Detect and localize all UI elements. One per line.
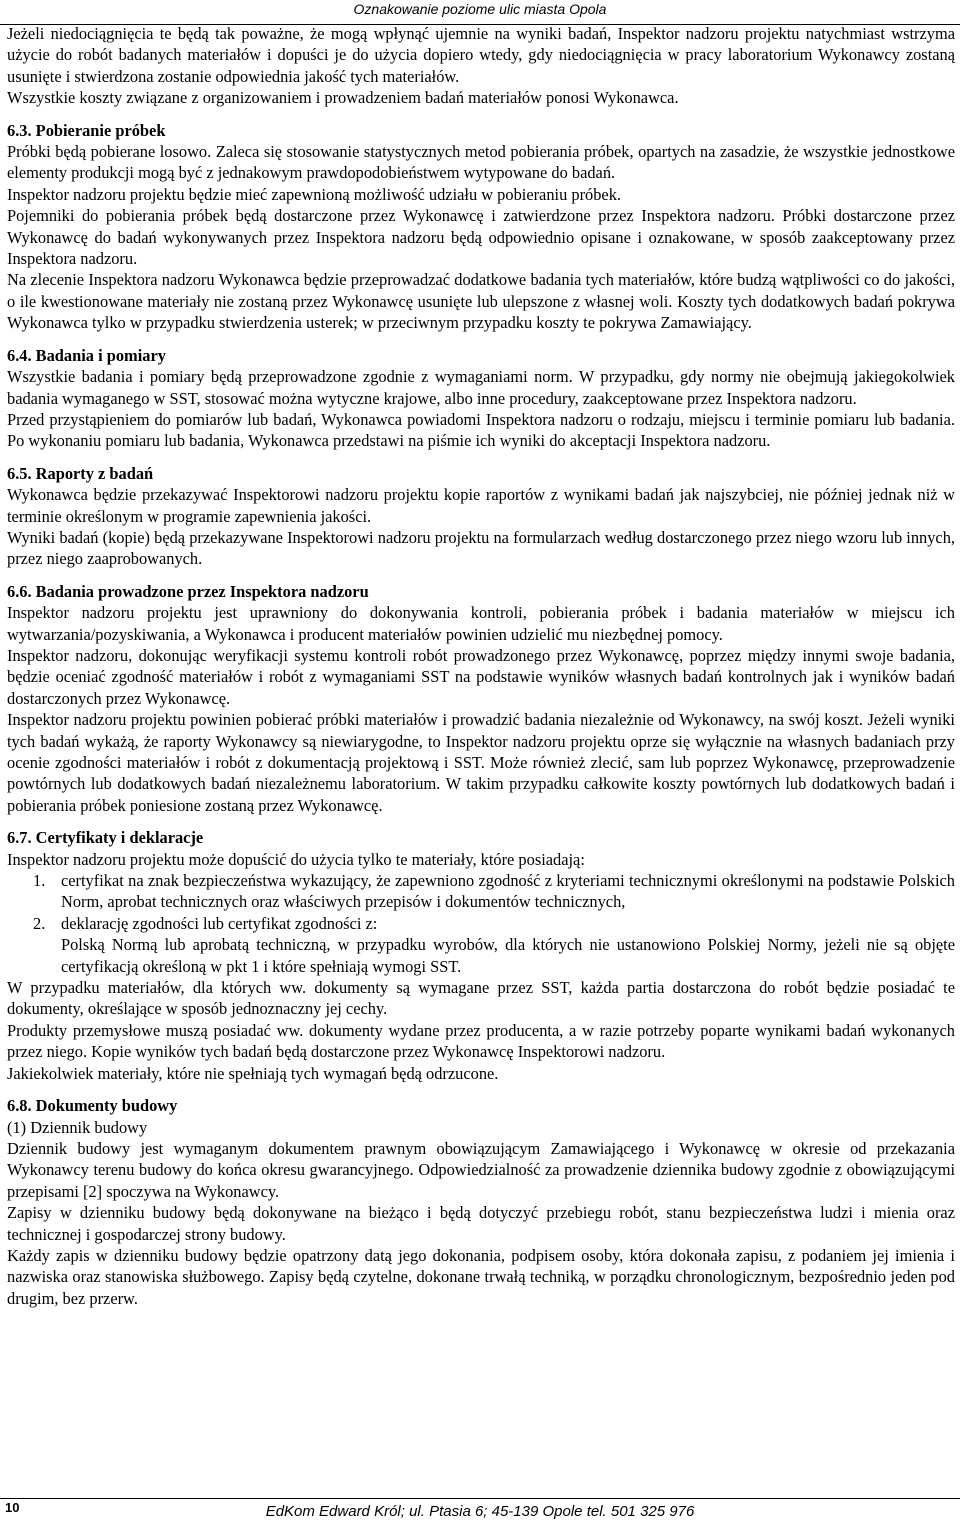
- paragraph: Inspektor nadzoru projektu jest uprawniony do dokonywania kontroli, pobierania próbek i badania materiałów w miejscu ich wytwarzania/pozyskiwania, a Wykonawca i producent materiałów powinien udzielić mu niezbędnej pomocy.: [7, 603, 955, 644]
- list-item-number: 2.: [33, 913, 46, 933]
- list-item-number: 1.: [33, 871, 46, 891]
- paragraph: (1) Dziennik budowy: [7, 1117, 148, 1137]
- footer-text: EdKom Edward Król; ul. Ptasia 6; 45-139 Opole tel. 501 325 976: [265, 1503, 695, 1520]
- paragraph: Inspektor nadzoru projektu powinien pobierać próbki materiałów i prowadzić badania niezależnie od Wykonawcy, na swój koszt. Jeżeli wyniki tych badań wykażą, że raporty Wykonawcy są niewiarygodne, to Inspektor nadzoru projektu oprze się wyłącznie na własnych badaniach przy ocenie zgodności materiałów i robót z dokumentacją projektową i SST. Może również zlecić, sam lub poprzez Wykonawcę, przeprowadzenie powtórnych lub dodatkowych badań niezależnemu laboratorium. W takim przypadku całkowite koszty powtórnych lub dodatkowych badań i pobierania próbek poniesione zostaną przez Wykonawcę.: [7, 710, 955, 815]
- paragraph: W przypadku materiałów, dla których ww. dokumenty są wymagane przez SST, każda partia dostarczona do robót będzie posiadać te dokumenty, określające w sposób jednoznaczny jej cechy.: [7, 978, 955, 1019]
- list-item: [33, 913, 955, 977]
- paragraph: Na zlecenie Inspektora nadzoru Wykonawca będzie przeprowadzać dodatkowe badania tych materiałów, które budzą wątpliwości co do jakości, o ile kwestionowane materiały nie zostaną przez Wykonawcę usunięte lub ulepszone z własnej woli. Koszty tych dodatkowych badań pokrywa Wykonawca tylko w przypadku stwierdzenia usterek; w przeciwnym przypadku koszty te pokrywa Zamawiający.: [7, 270, 955, 333]
- paragraph: Produkty przemysłowe muszą posiadać ww. dokumenty wydane przez producenta, a w razie potrzeby poparte wynikami badań wykonanych przez niego. Kopie wyników tych badań będą dostarczone przez Wykonawcę Inspektorowi nadzoru.: [7, 1020, 955, 1062]
- paragraph: Jeżeli niedociągnięcia te będą tak poważne, że mogą wpłynąć ujemnie na wyniki badań, Inspektor nadzoru projektu natychmiast wstrzyma użycie do robót badanych materiałów i dopuści je do użycia dopiero wtedy, gdy niedociągnięcia w pracy laboratorium Wykonawcy zostaną usunięte i stwierdzona zostanie odpowiednia jakość tych materiałów.: [7, 24, 955, 86]
- section-heading: 6.6. Badania prowadzone przez Inspektora nadzoru: [7, 581, 369, 601]
- paragraph: Każdy zapis w dzienniku budowy będzie opatrzony datą jego dokonania, podpisem osoby, która dokonała zapisu, z podaniem jej imienia i nazwiska oraz stanowiska służbowego. Zapisy będą czytelne, dokonane trwałą techniką, w porządku chronologicznym, bezpośrednio jeden pod drugim, bez przerw.: [7, 1245, 955, 1308]
- numbered-list: [7, 870, 955, 977]
- paragraph: Wyniki badań (kopie) będą przekazywane Inspektorowi nadzoru projektu na formularzach według dostarczonego przez niego wzoru lub innych, przez niego zaaprobowanych.: [7, 527, 955, 569]
- paragraph: Wszystkie koszty związane z organizowaniem i prowadzeniem badań materiałów ponosi Wykonawca.: [7, 88, 679, 108]
- paragraph: Pojemniki do pobierania próbek będą dostarczone przez Wykonawcę i zatwierdzone przez Inspektora nadzoru. Próbki dostarczone przez Wykonawcę do badań wykonywanych przez Inspektora nadzoru będą odpowiednio opisane i oznakowane, w sposób zaakceptowany przez Inspektora nadzoru.: [7, 206, 955, 269]
- paragraph: Przed przystąpieniem do pomiarów lub badań, Wykonawca powiadomi Inspektora nadzoru o rodzaju, miejscu i terminie pomiaru lub badania. Po wykonaniu pomiaru lub badania, Wykonawca przedstawi na piśmie ich wyniki do akceptacji Inspektora nadzoru.: [7, 409, 955, 451]
- paragraph: Wykonawca będzie przekazywać Inspektorowi nadzoru projektu kopie raportów z wynikami badań jak najszybciej, nie później jednak niż w terminie określonym w programie zapewnienia jakości.: [7, 485, 955, 526]
- paragraph: Wszystkie badania i pomiary będą przeprowadzone zgodnie z wymaganiami norm. W przypadku, gdy normy nie obejmują jakiegokolwiek badania wymaganego w SST, stosować można wytyczne krajowe, albo inne procedury, zaakceptowane przez Inspektora nadzoru.: [7, 367, 955, 408]
- running-header: Oznakowanie poziome ulic miasta Opola: [0, 0, 960, 25]
- list-item: [33, 870, 955, 913]
- paragraph: Inspektor nadzoru projektu będzie mieć zapewnioną możliwość udziału w pobieraniu próbek.: [7, 184, 621, 204]
- list-item-text: certyfikat na znak bezpieczeństwa wykazujący, że zapewniono zgodność z kryteriami technicznymi określonymi na podstawie Polskich Norm, aprobat technicznych oraz właściwych przepisów i dokumentów technicznych,: [61, 871, 955, 912]
- page-number: 10: [5, 1500, 20, 1515]
- paragraph: Jakiekolwiek materiały, które nie spełniają tych wymagań będą odrzucone.: [7, 1063, 499, 1083]
- paragraph: Dziennik budowy jest wymaganym dokumentem prawnym obowiązującym Zamawiającego i Wykonawcę w okresie od przekazania Wykonawcy terenu budowy do końca okresu gwarancyjnego. Odpowiedzialność za prowadzenie dziennika budowy zgodnie z obowiązującymi przepisami [2] spoczywa na Wykonawcy.: [7, 1138, 955, 1201]
- section-heading: 6.4. Badania i pomiary: [7, 345, 166, 365]
- paragraph: Próbki będą pobierane losowo. Zaleca się stosowanie statystycznych metod pobierania próbek, opartych na zasadzie, że wszystkie jednostkowe elementy produkcji mogą być z jednakowym prawdopodobieństwem wytypowane do badań.: [7, 142, 955, 183]
- document-body: [7, 23, 955, 1309]
- section-heading: 6.3. Pobieranie próbek: [7, 120, 166, 140]
- paragraph: Inspektor nadzoru, dokonując weryfikacji systemu kontroli robót prowadzonego przez Wykonawcę, poprzez między innymi swoje badania, będzie oceniać zgodność materiałów i robót z wymaganiami SST na podstawie wyników własnych badań kontrolnych jak i wyników badań dostarczonych przez Wykonawcę.: [7, 645, 955, 708]
- list-item-continuation: Polską Normą lub aprobatą techniczną, w przypadku wyrobów, dla których nie ustanowiono Polskiej Normy, jeżeli nie są objęte certyfikacją określoną w pkt 1 i które spełniają wymogi SST.: [61, 935, 955, 976]
- list-item-text: deklarację zgodności lub certyfikat zgodności z:: [61, 913, 378, 933]
- section-heading: 6.7. Certyfikaty i deklaracje: [7, 828, 204, 848]
- section-heading: 6.5. Raporty z badań: [7, 463, 154, 483]
- page-footer: [0, 1498, 960, 1523]
- section-heading: 6.8. Dokumenty budowy: [7, 1096, 178, 1116]
- paragraph: Zapisy w dzienniku budowy będą dokonywane na bieżąco i będą dotyczyć przebiegu robót, stanu bezpieczeństwa ludzi i mienia oraz technicznej i gospodarczej strony budowy.: [7, 1203, 955, 1244]
- paragraph: Inspektor nadzoru projektu może dopuścić do użycia tylko te materiały, które posiadają:: [7, 849, 585, 869]
